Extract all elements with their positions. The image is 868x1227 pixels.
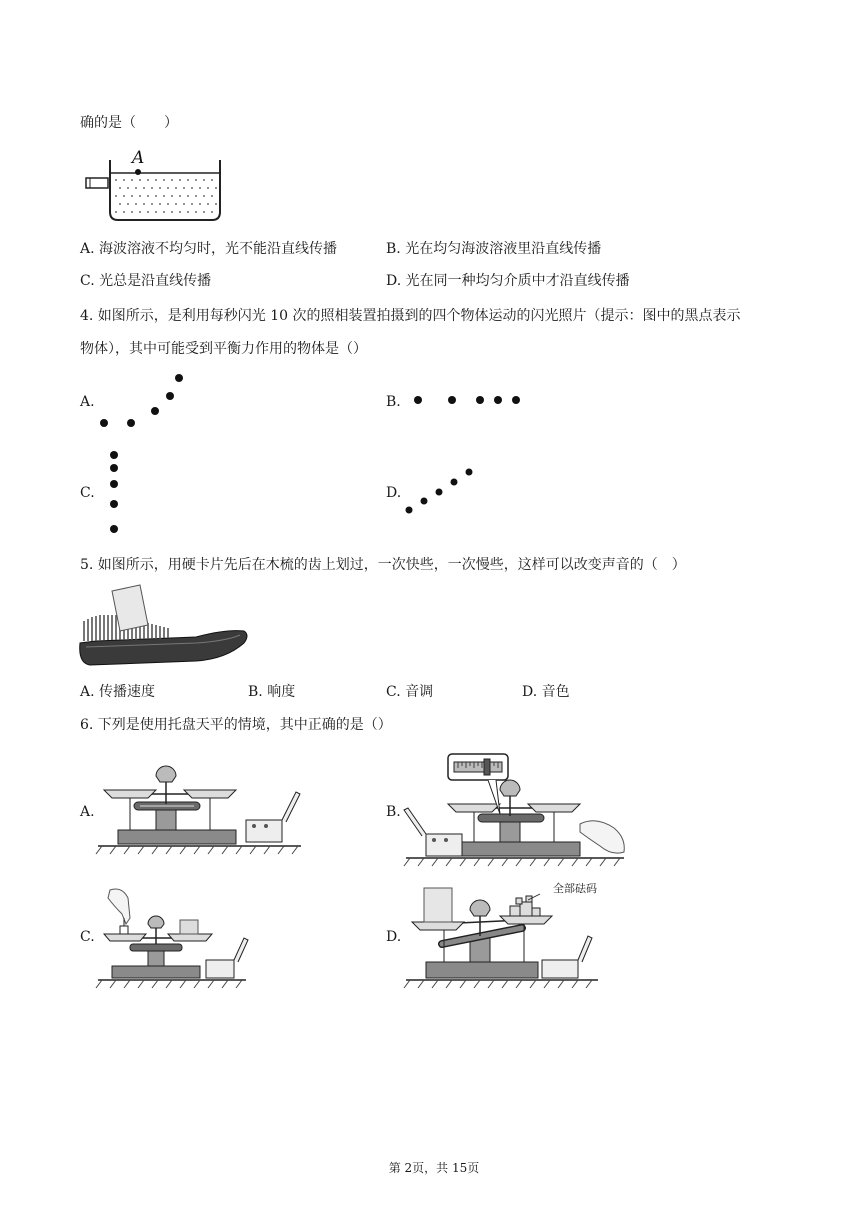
q4-b-dot: [512, 396, 520, 404]
q6-balance-d: [402, 884, 602, 990]
q4-b-dot: [476, 396, 484, 404]
q4-a-dot: [151, 407, 159, 415]
q4-a-dot: [166, 392, 174, 400]
q4-b-dot: [414, 396, 422, 404]
q3-stem-tail: 确的是（ ）: [80, 115, 178, 131]
q4-a-dot: [127, 419, 135, 427]
q6-label-d: D.: [386, 929, 402, 945]
q4-d-dot: [421, 498, 428, 505]
q6-stem: 6. 下列是使用托盘天平的情境，其中正确的是（）: [80, 717, 392, 733]
q5-stem: 5. 如图所示，用硬卡片先后在木梳的齿上划过，一次快些，一次慢些，这样可以改变声音的（ ）: [80, 557, 686, 573]
q4-b-dot: [494, 396, 502, 404]
q4-stem-line1: 4. 如图所示，是利用每秒闪光 10 次的照相装置拍摄到的四个物体运动的闪光照片（提示：图中的黑点表示: [80, 308, 741, 324]
q4-label-a: A.: [80, 394, 95, 410]
q5-option-b: B. 响度: [248, 684, 296, 700]
q5-option-d: D. 音色: [522, 684, 570, 700]
q4-c-dot: [110, 525, 118, 533]
q3-option-a: A. 海波溶液不均匀时，光不能沿直线传播: [80, 241, 338, 257]
q4-label-c: C.: [80, 485, 95, 501]
q4-c-dot: [110, 464, 118, 472]
q4-label-d: D.: [386, 485, 402, 501]
q6-label-b: B.: [386, 804, 401, 820]
q4-a-dot: [175, 374, 183, 382]
q6-balance-a: [96, 764, 306, 856]
q4-c-dot: [110, 480, 118, 488]
q3-option-b: B. 光在均匀海波溶液里沿直线传播: [386, 241, 602, 257]
q4-d-dot: [466, 469, 473, 476]
q3-point-label: A: [132, 148, 145, 168]
page-footer: 第 2页，共 15页: [388, 1161, 480, 1175]
q6-d-annotation: 全部砝码: [553, 882, 597, 895]
q4-stem-line2: 物体），其中可能受到平衡力作用的物体是（）: [80, 341, 367, 357]
q5-option-a: A. 传播速度: [80, 684, 156, 700]
q6-balance-b: [400, 752, 630, 870]
q3-option-c: C. 光总是沿直线传播: [80, 273, 212, 289]
q5-comb-figure: [76, 585, 252, 675]
q3-option-d: D. 光在同一种均匀介质中才沿直线传播: [386, 273, 630, 289]
q4-label-b: B.: [386, 394, 401, 410]
q5-option-c: C. 音调: [386, 684, 434, 700]
q4-d-dot: [406, 507, 413, 514]
q4-c-dot: [110, 451, 118, 459]
q6-label-c: C.: [80, 929, 95, 945]
q4-c-dot: [110, 500, 118, 508]
q6-balance-c: [96, 884, 256, 990]
q4-d-dot: [451, 479, 458, 486]
q4-d-dot: [436, 489, 443, 496]
q6-label-a: A.: [80, 804, 95, 820]
q4-b-dot: [448, 396, 456, 404]
q4-a-dot: [100, 419, 108, 427]
